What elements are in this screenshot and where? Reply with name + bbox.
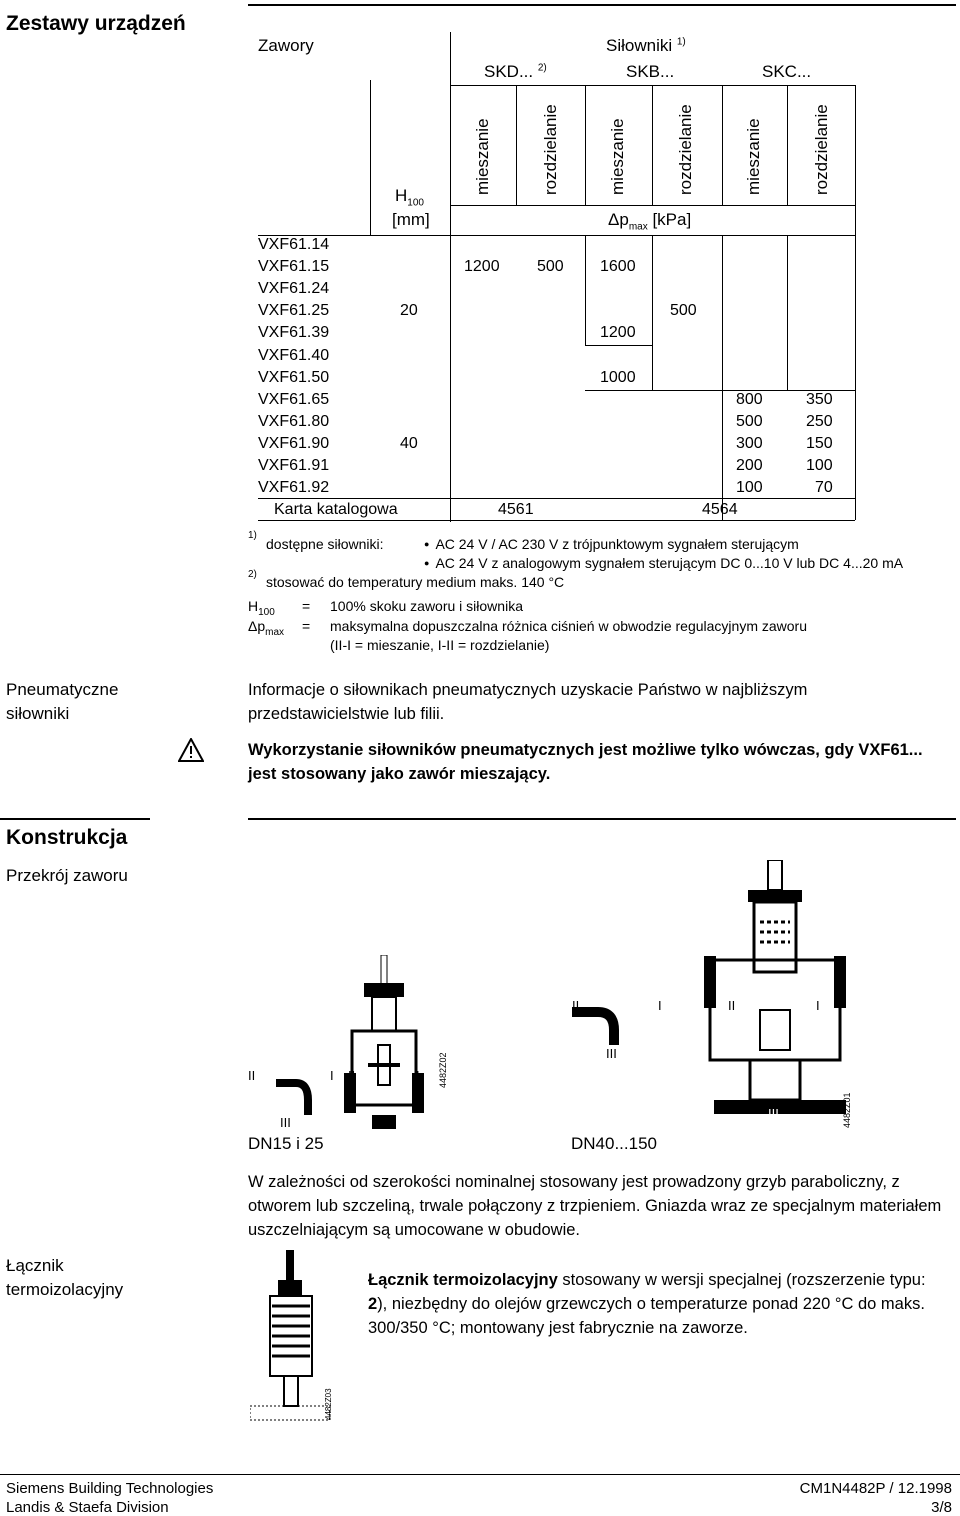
group-skb: SKB... <box>626 62 675 81</box>
cell-value: 800 <box>736 391 763 408</box>
dp-symbol: $\Delta p_{max}$ <box>248 618 285 638</box>
catalog-sheet: 4564 <box>702 501 738 518</box>
construction-side-label: Przekrój zaworu <box>6 866 128 885</box>
h100-unit: [mm] <box>392 210 430 229</box>
cell-value: 100 <box>806 457 833 474</box>
cell-value: 500 <box>670 302 697 319</box>
cell-value: 300 <box>736 435 763 452</box>
dp-header: $\Delta p_{max}$ [kPa] <box>608 210 692 233</box>
dp-definition-2: (II-I = mieszanie, I-II = rozdzielanie) <box>330 637 550 653</box>
cell-value: 100 <box>736 479 763 496</box>
group-skd: SKD... $^{2)}$ <box>484 62 547 81</box>
group-skc: SKC... <box>762 62 812 81</box>
pneumatic-warning: Wykorzystanie siłowników pneumatycznych jest możliwe tylko wówczas, gdy VXF61... jest stosowany jako zawór mieszający. <box>248 741 923 783</box>
actuators-label: Siłowniki $^{1)}$ <box>606 36 686 55</box>
connector-text: Łącznik termoizolacyjny stosowany w wersji specjalnej (rozszerzenie typu: 2), niezbędny do olejów grzewczych o temperaturze ponad 220 °C do maks. 300/350 °C; montowany jest fabrycznie na zaworze. <box>368 1271 926 1337</box>
valve-section-small: II I III II I <box>248 955 468 1135</box>
cell-value: 350 <box>806 391 833 408</box>
catalog-sheet: 4561 <box>498 501 534 518</box>
note-item: ● AC 24 V / AC 230 V z trójpunktowym sygnałem sterującym <box>424 536 799 552</box>
row-model: VXF61.91 <box>258 457 330 474</box>
top-rule <box>248 4 956 6</box>
cell-value: 1600 <box>600 258 636 275</box>
cell-value: 150 <box>806 435 833 452</box>
figure-code: 4482Z02 <box>438 1052 448 1088</box>
dp-definition: maksymalna dopuszczalna różnica ciśnień w obwodzie regulacyjnym zaworu <box>330 618 807 634</box>
footer-page: 3/8 <box>931 1499 952 1516</box>
note-item: ● AC 24 V z analogowym sygnałem sterującym DC 0...10 V lub DC 4...20 mA <box>424 555 903 571</box>
h100-header: $H_{100}$ <box>395 186 424 209</box>
cell-value: 1000 <box>600 369 636 386</box>
footer-doc: CM1N4482P / 12.1998 <box>799 1480 952 1497</box>
cell-value: 1200 <box>464 258 500 275</box>
col-skd-mix: mieszanie <box>473 118 492 195</box>
note-label: dostępne siłowniki: <box>266 536 384 552</box>
construction-text: W zależności od szerokości nominalnej stosowany jest prowadzony grzyb paraboliczny, z otworem lub szczeliną, trwale połączony z trzpieniem. Gniazda wraz ze specjalnym materiałem uszczelniającym są umocowane w obudowie. <box>248 1173 942 1239</box>
row-model: VXF61.25 <box>258 302 330 319</box>
row-model: VXF61.50 <box>258 369 330 386</box>
h100-value: 40 <box>400 435 418 452</box>
cell-value: 70 <box>815 479 833 496</box>
col-skc-mix: mieszanie <box>744 118 763 195</box>
row-model: VXF61.14 <box>258 236 330 253</box>
h100-value: 20 <box>400 302 418 319</box>
row-model: VXF61.65 <box>258 391 330 408</box>
row-model: VXF61.92 <box>258 479 330 496</box>
col-skb-mix: mieszanie <box>608 118 627 195</box>
col-skc-div: rozdzielanie <box>812 104 831 195</box>
row-model: VXF61.24 <box>258 280 330 297</box>
valves-label: Zawory <box>258 36 314 55</box>
cell-value: 500 <box>736 413 763 430</box>
cell-value: 1200 <box>600 324 636 341</box>
page-title: Zestawy urządzeń <box>6 12 186 35</box>
cell-value: 500 <box>537 258 564 275</box>
row-model: VXF61.39 <box>258 324 330 341</box>
row-model: VXF61.90 <box>258 435 330 452</box>
figure-caption: DN15 i 25 <box>248 1134 324 1153</box>
connector-side-label: Łącznik termoizolacyjny <box>6 1256 124 1299</box>
cell-value: 200 <box>736 457 763 474</box>
construction-title: Konstrukcja <box>6 826 128 849</box>
col-skd-div: rozdzielanie <box>541 104 560 195</box>
h100-symbol: $H_{100}$ <box>248 598 275 618</box>
pneumatic-text: Informacje o siłownikach pneumatycznych uzyskacie Państwo w najbliższym przedstawicielstwie lub filii. <box>248 681 808 723</box>
figure-code: 4482Z01 <box>842 1092 852 1128</box>
footer-division: Landis & Staefa Division <box>6 1499 169 1516</box>
figure-caption: DN40...150 <box>571 1134 657 1153</box>
row-model: VXF61.80 <box>258 413 330 430</box>
warning-icon <box>178 738 204 767</box>
pneumatic-side-label: Pneumatyczne siłowniki <box>6 680 119 723</box>
footer-company: Siemens Building Technologies <box>6 1480 214 1497</box>
catalog-label: Karta katalogowa <box>274 501 398 518</box>
valve-section-large: II I III II I III <box>570 860 860 1130</box>
row-model: VXF61.15 <box>258 258 330 275</box>
col-skb-div: rozdzielanie <box>676 104 695 195</box>
cell-value: 250 <box>806 413 833 430</box>
h100-definition: 100% skoku zaworu i siłownika <box>330 598 523 614</box>
note-text: stosować do temperatury medium maks. 140 °C <box>266 574 565 590</box>
row-model: VXF61.40 <box>258 347 330 364</box>
figure-code: 4482Z03 <box>324 1388 333 1420</box>
